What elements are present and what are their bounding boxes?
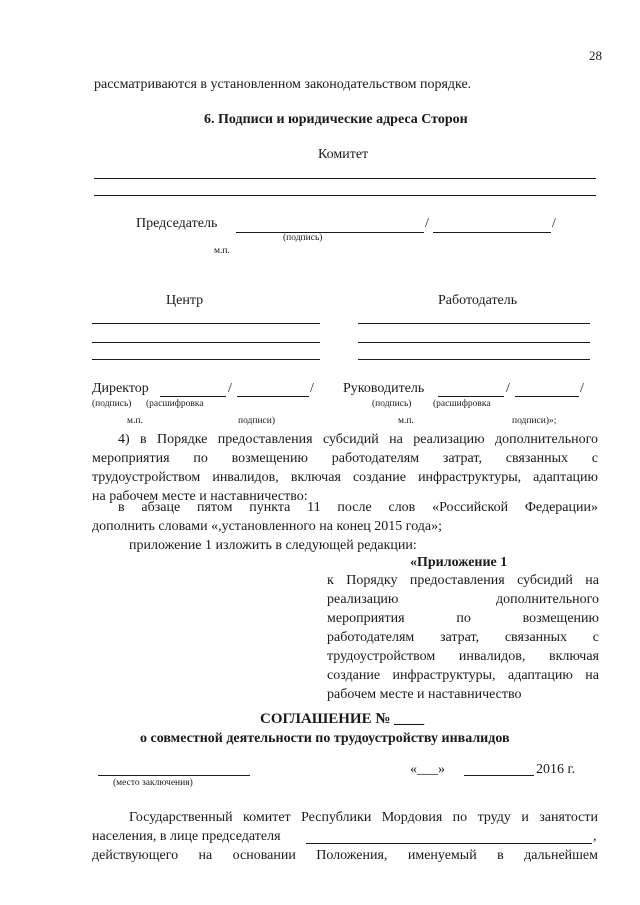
- para-a-line-2: дополнить словами «,установленного на конец 2015 года»;: [92, 519, 443, 534]
- manager-signature-caption: (подпись): [372, 399, 412, 409]
- chairman-name-line: [306, 843, 592, 844]
- slash: /: [506, 381, 510, 396]
- appendix-line-4: работодателям затрат, связанных с: [327, 630, 599, 645]
- slash: /: [580, 381, 584, 396]
- appendix-line-6: создание инфраструктуры, адаптацию на: [327, 668, 599, 683]
- section-title: 6. Подписи и юридические адреса Сторон: [204, 112, 468, 127]
- place-caption: (место заключения): [113, 778, 193, 788]
- appendix-title: «Приложение 1: [410, 555, 508, 570]
- body-line-1: Государственный комитет Республики Мордовия по труду и занятости: [129, 810, 598, 825]
- item4-line-2: мероприятия по возмещению работодателям затрат, связанных с: [92, 451, 598, 466]
- director-signature-caption: (подпись): [92, 399, 132, 409]
- slash: /: [310, 381, 314, 396]
- appendix-line-7: рабочем месте и наставничество: [327, 687, 522, 702]
- director-signature-line: [160, 396, 226, 397]
- committee-line-2: [94, 195, 596, 196]
- manager-label: Руководитель: [343, 381, 425, 396]
- body-line-3: действующего на основании Положения, именуемый в дальнейшем: [92, 848, 598, 863]
- slash: /: [425, 216, 429, 231]
- appendix-line-3: мероприятия по возмещению: [327, 611, 599, 626]
- page-number: 28: [589, 48, 602, 63]
- manager-decoding-caption: (расшифровка: [433, 399, 491, 409]
- comma: ,: [593, 829, 597, 844]
- director-signature-word: подписи): [238, 416, 276, 426]
- item4-line-4: на рабочем месте и наставничество:: [92, 489, 308, 504]
- date-line: [464, 775, 534, 776]
- appendix-line-1: к Порядку предоставления субсидий на: [327, 573, 599, 588]
- employer-label: Работодатель: [438, 293, 518, 308]
- manager-decoding-line: [515, 396, 579, 397]
- appendix-line-2: реализацию дополнительного: [327, 592, 599, 607]
- director-label: Директор: [92, 381, 149, 396]
- item4-line-1: 4) в Порядке предоставления субсидий на реализацию дополнительного: [118, 432, 598, 447]
- employer-line-3: [358, 359, 590, 360]
- center-line-3: [92, 359, 320, 360]
- agreement-title: СОГЛАШЕНИЕ № ____: [260, 711, 425, 727]
- date-prefix: «___»: [410, 762, 445, 777]
- stamp-mark: м.п.: [214, 246, 230, 256]
- appendix-line-5: трудоустройством инвалидов, включая: [327, 649, 599, 664]
- director-decoding-line: [237, 396, 309, 397]
- center-line-1: [92, 323, 320, 324]
- body-line-2: населения, в лице председателя: [92, 829, 281, 844]
- chairman-signature-line: [236, 232, 424, 233]
- manager-stamp-mark: м.п.: [398, 416, 414, 426]
- director-decoding-caption: (расшифровка: [146, 399, 204, 409]
- chairman-label: Председатель: [136, 216, 218, 231]
- employer-line-1: [358, 323, 590, 324]
- para-a-line-1: в абзаце пятом пункта 11 после слов «Российской Федерации»: [118, 500, 598, 515]
- chairman-decoding-line: [433, 232, 551, 233]
- center-label: Центр: [166, 293, 204, 308]
- agreement-subtitle: о совместной деятельности по трудоустройству инвалидов: [140, 731, 510, 746]
- intro-line: рассматриваются в установленном законодательством порядке.: [94, 77, 472, 92]
- committee-line-1: [94, 178, 596, 179]
- date-suffix: 2016 г.: [536, 762, 576, 777]
- manager-signature-word: подписи)»;: [512, 416, 557, 426]
- item4-line-3: трудоустройством инвалидов, включая создание инфраструктуры, адаптацию: [92, 470, 598, 485]
- center-line-2: [92, 342, 320, 343]
- committee-label: Комитет: [318, 147, 369, 162]
- para-b: приложение 1 изложить в следующей редакции:: [129, 538, 417, 553]
- slash: /: [552, 216, 556, 231]
- director-stamp-mark: м.п.: [127, 416, 143, 426]
- place-line: [98, 775, 250, 776]
- slash: /: [228, 381, 232, 396]
- signature-caption: (подпись): [283, 233, 323, 243]
- employer-line-2: [358, 342, 590, 343]
- manager-signature-line: [438, 396, 504, 397]
